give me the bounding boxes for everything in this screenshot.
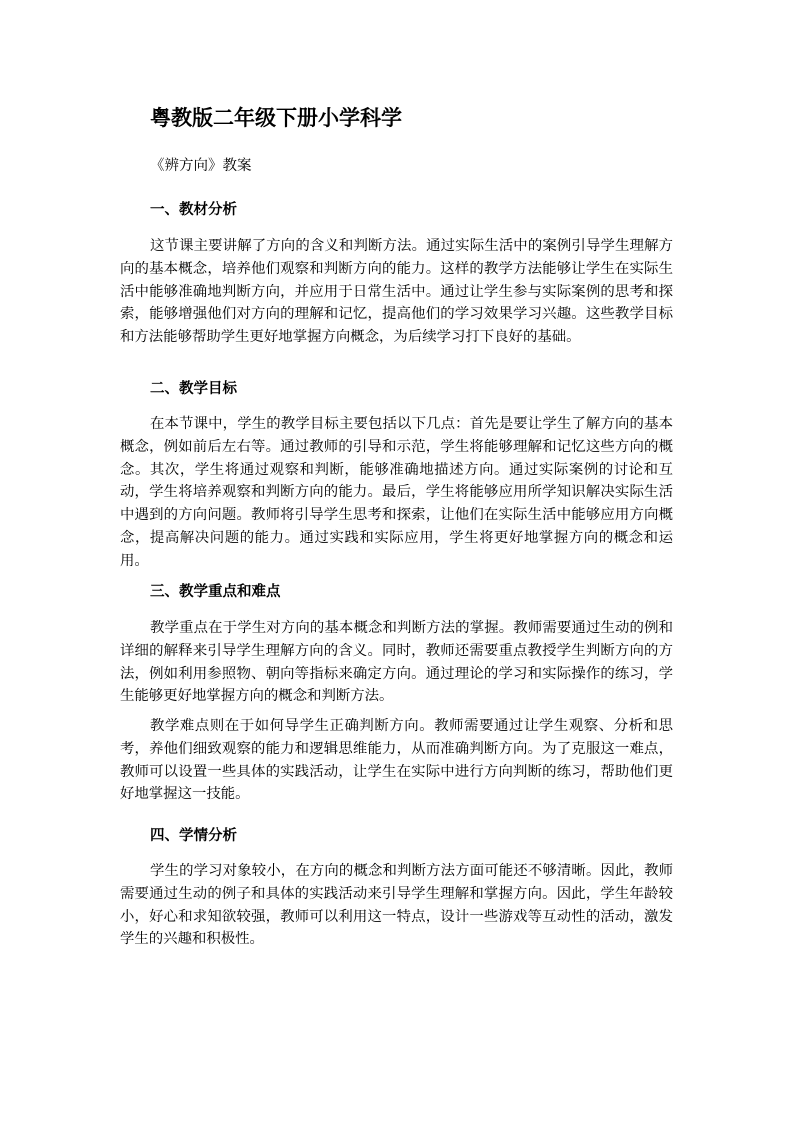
section-heading-4: 四、学情分析 bbox=[150, 827, 237, 844]
section-3-paragraph-1: 教学重点在于学生对方向的基本概念和判断方法的掌握。教师需要通过生动的例和详细的解释来引导学生理解方向的含义。同时，教师还需要重点教授学生判断方向的方法，例如利用参照物、朝向等指标来确定方向。通过理论的学习和实际操作的练习，学生能够更好地掌握方向的概念和判断方法。 bbox=[120, 620, 673, 705]
section-heading-1: 一、教材分析 bbox=[150, 201, 237, 218]
section-3-paragraph-2: 教学难点则在于如何导学生正确判断方向。教师需要通过让学生观察、分析和思考，养他们细致观察的能力和逻辑思维能力，从而准确判断方向。为了克服这一难点，教师可以设置一些具体的实践活动，让学生在实际中进行方向判断的练习，帮助他们更好地掌握这一技能。 bbox=[120, 718, 673, 803]
section-heading-3: 三、教学重点和难点 bbox=[150, 583, 281, 600]
document-title: 粤教版二年级下册小学科学 bbox=[150, 105, 402, 130]
section-2-paragraph-1: 在本节课中，学生的教学目标主要包括以下几点：首先是要让学生了解方向的基本概念，例如前后左右等。通过教师的引导和示范，学生将能够理解和记忆这些方向的概念。其次，学生将通过观察和判断，能够准确地描述方向。通过实际案例的讨论和互动，学生将培养观察和判断方向的能力。最后，学生将能够应用所学知识解决实际生活中遇到的方向问题。教师将引导学生思考和探索，让他们在实际生活中能够应用方向概念，提高解决问题的能力。通过实践和实际应用，学生将更好地掌握方向的概念和运用。 bbox=[120, 416, 673, 569]
document-subtitle: 《辨方向》教案 bbox=[150, 158, 252, 174]
section-1-paragraph-1: 这节课主要讲解了方向的含义和判断方法。通过实际生活中的案例引导学生理解方向的基本概念，培养他们观察和判断方向的能力。这样的教学方法能够让学生在实际生活中能够准确地判断方向，并应用于日常生活中。通过让学生参与实际案例的思考和探索，能够增强他们对方向的理解和记忆，提高他们的学习效果学习兴趣。这些教学目标和方法能够帮助学生更好地掌握方向概念，为后续学习打下良好的基础。 bbox=[120, 238, 673, 346]
section-4-paragraph-1: 学生的学习对象较小，在方向的概念和判断方法方面可能还不够清晰。因此，教师需要通过生动的例子和具体的实践活动来引导学生理解和掌握方向。因此，学生年龄较小，好心和求知欲较强，教师可以利用这一特点，设计一些游戏等互动性的活动，激发学生的兴趣和积极性。 bbox=[120, 863, 673, 948]
section-heading-2: 二、教学目标 bbox=[150, 380, 237, 397]
